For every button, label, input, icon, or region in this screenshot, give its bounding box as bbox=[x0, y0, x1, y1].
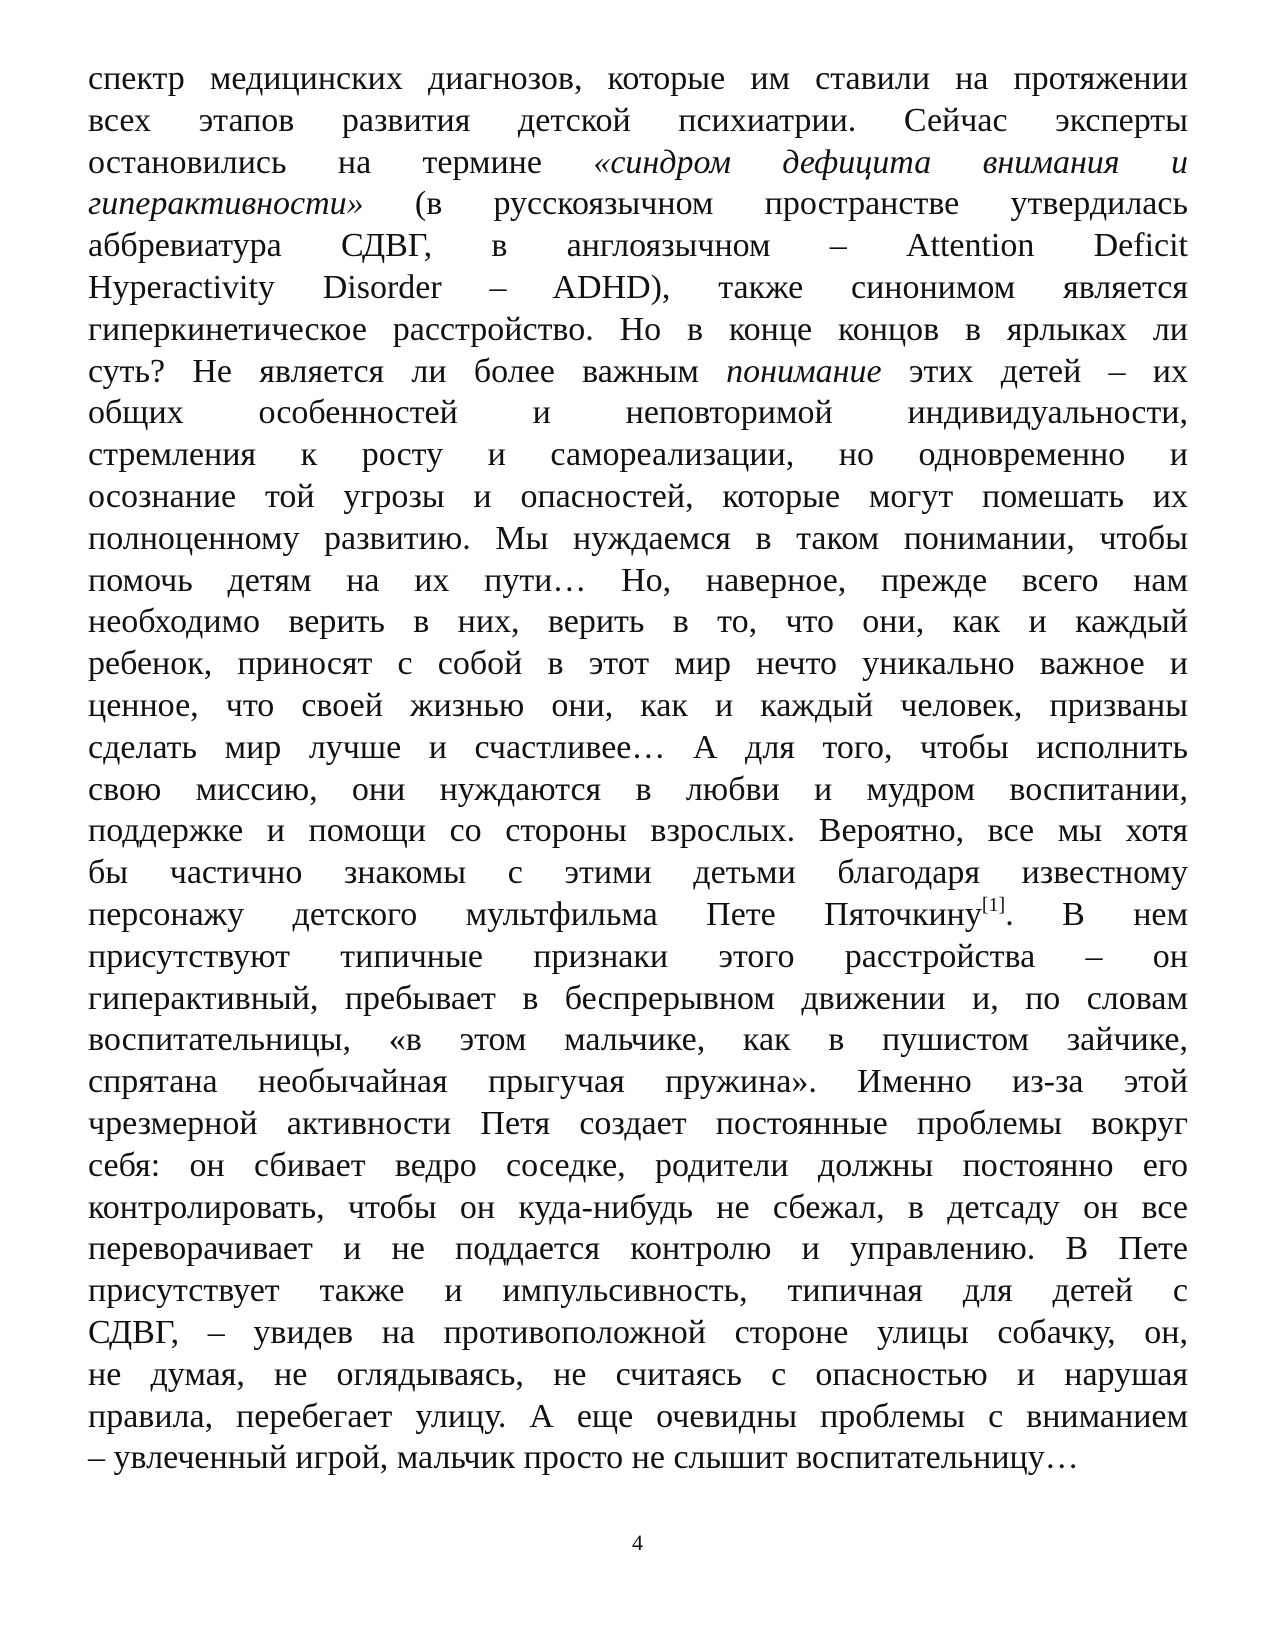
text-segment: осознание той угрозы и опасностей, которые могут помешать их bbox=[88, 477, 1188, 515]
text-line bbox=[88, 852, 1188, 894]
text-line bbox=[88, 309, 1188, 351]
text-segment: спрятана необычайная прыгучая пружина». Именно из-за этой bbox=[88, 1063, 1188, 1101]
text-line bbox=[88, 560, 1188, 602]
text-segment: (в русскоязычном пространстве утвердилась bbox=[363, 185, 1188, 223]
text-segment: аббревиатура СДВГ, в англоязычном – Attention Deficit bbox=[88, 227, 1188, 265]
text-line bbox=[88, 978, 1188, 1020]
text-segment: полноценному развитию. Мы нуждаемся в таком понимании, чтобы bbox=[88, 519, 1188, 557]
text-line bbox=[88, 1270, 1188, 1312]
text-line bbox=[88, 1103, 1188, 1145]
text-line bbox=[88, 1312, 1188, 1354]
text-segment: спектр медицинских диагнозов, которые им ставили на протяжении bbox=[88, 60, 1188, 97]
emphasis-text: гиперактивности» bbox=[88, 185, 364, 223]
text-line bbox=[88, 267, 1188, 309]
text-segment: всех этапов развития детской психиатрии. Сейчас эксперты bbox=[88, 101, 1188, 139]
text-segment: присутствует также и импульсивность, типичная для детей с bbox=[88, 1272, 1188, 1310]
text-segment: этих детей – их bbox=[881, 352, 1188, 390]
text-segment: ценное, что своей жизнью они, как и каждый человек, призваны bbox=[88, 686, 1188, 724]
text-segment: персонажу детского мультфильма Пете Пяточкину bbox=[88, 895, 982, 933]
text-line bbox=[88, 1396, 1188, 1438]
text-line bbox=[88, 392, 1188, 434]
text-segment: себя: он сбивает ведро соседке, родители должны постоянно его bbox=[88, 1146, 1188, 1184]
body-text bbox=[88, 58, 1188, 1479]
text-segment: гиперактивный, пребывает в беспрерывном движении и, по словам bbox=[88, 979, 1188, 1017]
text-line bbox=[88, 936, 1188, 978]
footnote-reference: [1] bbox=[981, 893, 1006, 916]
text-line bbox=[88, 1187, 1188, 1229]
text-line bbox=[88, 351, 1188, 393]
text-line bbox=[88, 643, 1188, 685]
page-number: 4 bbox=[632, 1530, 643, 1555]
text-segment: гиперкинетическое расстройство. Но в конце концов в ярлыках ли bbox=[88, 310, 1188, 348]
text-line bbox=[88, 769, 1188, 811]
text-segment: сделать мир лучше и счастливее… А для того, чтобы исполнить bbox=[88, 728, 1188, 766]
emphasis-text: «синдром дефицита внимания и bbox=[593, 143, 1188, 181]
text-line bbox=[88, 58, 1188, 100]
text-segment: СДВГ, – увидев на противоположной стороне улицы собачку, он, bbox=[88, 1313, 1188, 1351]
text-line bbox=[88, 1145, 1188, 1187]
text-segment: правила, перебегает улицу. А еще очевидны проблемы с вниманием bbox=[88, 1397, 1188, 1435]
text-segment: не думая, не оглядываясь, не считаясь с опасностью и нарушая bbox=[88, 1355, 1188, 1393]
emphasis-text: понимание bbox=[726, 352, 882, 390]
text-segment: стремления к росту и самореализации, но одновременно и bbox=[88, 436, 1188, 474]
text-line bbox=[88, 183, 1188, 225]
text-segment: остановились на термине bbox=[88, 143, 594, 181]
text-line bbox=[88, 100, 1188, 142]
text-line bbox=[88, 225, 1188, 267]
text-line bbox=[88, 810, 1188, 852]
text-line bbox=[88, 894, 1188, 936]
text-segment: . В нем bbox=[1005, 895, 1188, 933]
text-segment: Hyperactivity Disorder – ADHD), также синонимом является bbox=[88, 268, 1188, 306]
text-line bbox=[88, 518, 1188, 560]
text-segment: воспитательницы, «в этом мальчике, как в пушистом зайчике, bbox=[88, 1021, 1188, 1059]
text-segment: свою миссию, они нуждаются в любви и мудром воспитании, bbox=[88, 770, 1188, 808]
text-segment: присутствуют типичные признаки этого расстройства – он bbox=[88, 937, 1188, 975]
text-line bbox=[88, 476, 1188, 518]
text-line bbox=[88, 1437, 1188, 1479]
text-line bbox=[88, 1061, 1188, 1103]
text-segment: необходимо верить в них, верить в то, что они, как и каждый bbox=[88, 603, 1188, 641]
text-line bbox=[88, 142, 1188, 184]
text-segment: – увлеченный игрой, мальчик просто не слышит воспитательницу… bbox=[88, 1439, 1079, 1477]
text-line bbox=[88, 1354, 1188, 1396]
text-line bbox=[88, 601, 1188, 643]
text-segment: контролировать, чтобы он куда-нибудь не сбежал, в детсаду он все bbox=[88, 1188, 1188, 1226]
text-segment: ребенок, приносят с собой в этот мир нечто уникально важное и bbox=[88, 645, 1188, 683]
text-line bbox=[88, 685, 1188, 727]
text-segment: поддержке и помощи со стороны взрослых. Вероятно, все мы хотя bbox=[88, 812, 1188, 850]
text-line bbox=[88, 434, 1188, 476]
text-line bbox=[88, 1019, 1188, 1061]
text-segment: помочь детям на их пути… Но, наверное, прежде всего нам bbox=[88, 561, 1188, 599]
text-segment: суть? Не является ли более важным bbox=[88, 352, 727, 390]
text-line bbox=[88, 727, 1188, 769]
text-line bbox=[88, 1228, 1188, 1270]
text-segment: переворачивает и не поддается контролю и управлению. В Пете bbox=[88, 1230, 1188, 1268]
text-segment: чрезмерной активности Петя создает постоянные проблемы вокруг bbox=[88, 1104, 1188, 1142]
text-segment: бы частично знакомы с этими детьми благодаря известному bbox=[88, 854, 1188, 892]
text-segment: общих особенностей и неповторимой индивидуальности, bbox=[88, 394, 1188, 432]
